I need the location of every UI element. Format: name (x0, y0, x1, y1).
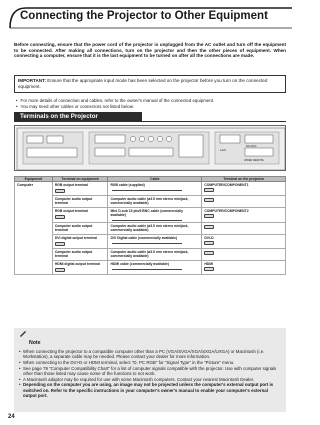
important-label: IMPORTANT: (18, 78, 46, 83)
cable-line-icon (112, 220, 182, 221)
important-text: Ensure that the appropriate input mode has been selected on the projector before you turn on the connected equipment. (18, 78, 268, 89)
cable-cell (108, 235, 202, 249)
terminal-label: DVI digital output terminal (54, 236, 98, 240)
dvi-connector-icon (55, 242, 65, 246)
port-cell (202, 208, 286, 223)
terminal-label: Computer audio output terminal (54, 224, 93, 232)
equipment-label: Computer (17, 183, 34, 187)
cable-label: Mini D-sub 15 pin/5 BNC cable (commercially available) (110, 209, 184, 217)
terminal-panel-drawing (15, 126, 287, 172)
panel-remote-label: WIRED REMOTE (244, 159, 264, 162)
cable-cell (108, 223, 202, 235)
equipment-cell (15, 182, 53, 275)
bnc-port-icon (204, 214, 214, 218)
port-label: COMPUTER/COMPONENT1 (204, 183, 249, 187)
note-list (19, 349, 281, 398)
table-row (15, 235, 286, 249)
audio-port-icon (204, 198, 214, 202)
audio-port-icon (204, 225, 214, 229)
cable-cell (108, 196, 202, 208)
section-heading: Terminals on the Projector (14, 112, 142, 122)
cable-label: HDMI cable (commercially available) (110, 262, 169, 266)
cable-line-icon (112, 269, 182, 270)
table-row (15, 208, 286, 223)
dvi-port-icon (204, 241, 214, 245)
terminal-label: RGB output terminal (54, 209, 88, 213)
bullet-item: • You may need other cables or connectors not listed below. (16, 104, 286, 110)
note-item: • When connecting to the DVI-D or HDMI terminal, select "D. PC RGB" for "Signal Type" in the "Picture" menu. (19, 360, 281, 365)
port-label: COMPUTER/COMPONENT2 (204, 209, 249, 213)
important-box (14, 75, 286, 93)
hdmi-connector-icon (55, 268, 65, 272)
note-item: • See page 79 "Computer Compatibility Chart" for a list of computer signals compatible with the projector. Use with computer signals other than those listed may cause some of the functions to not work. (19, 366, 281, 377)
page-title: Connecting the Projector to Other Equipment (20, 10, 268, 22)
cable-line-icon (112, 190, 182, 191)
note-item: • When connecting the projector to a compatible computer other than a PC (VGA/SVGA/XGA/SXGA/UXGA) or Macintosh (i.e. Workstation), a separate cable may be needed. Please contact your dealer for more information. (19, 349, 281, 360)
cable-label: Computer audio cable (ø3.5 mm stereo minijack, commercially available) (110, 250, 189, 258)
hdmi-port-icon (204, 267, 214, 271)
terminal-label: Computer audio output terminal (54, 197, 93, 205)
cable-label: Computer audio cable (ø3.5 mm stereo minijack, commercially available) (110, 224, 189, 232)
cable-cell (108, 261, 202, 275)
cable-cell (108, 182, 202, 196)
title-bar (8, 6, 292, 30)
cable-label: DVI Digital cable (commercially available) (110, 236, 178, 240)
terminal-label: Computer audio output terminal (54, 250, 93, 258)
table-header: Terminal on the projector (202, 177, 286, 182)
notes-list-top (16, 98, 286, 110)
cable-label: RGB cable (supplied) (110, 183, 145, 187)
note-box (14, 328, 286, 412)
port-cell (202, 235, 286, 249)
port-cell (202, 261, 286, 275)
intro-paragraph: Before connecting, ensure that the power cord of the projector is unplugged from the AC outlet and turn off the equipment to be connected. After making all connections, turn on the projector and then the other pieces of equipment. When connecting a computer, ensure that it is the last equipment to be turned on after all the connections are made. (14, 42, 286, 59)
port-label: HDMI (204, 262, 213, 266)
port-cell (202, 182, 286, 196)
terminal-cell (52, 235, 108, 249)
port-cell (202, 223, 286, 235)
table-header: Terminal on equipment (52, 177, 108, 182)
note-item: • Depending on the computer you are using, an image may not be projected unless the computer's external output port is switched on. Refer to the specific instructions in your computer's owner's manual to enable your computer's external output port. (19, 382, 281, 398)
panel-lan-label: LAN (220, 148, 226, 152)
table-row (15, 249, 286, 261)
terminal-cell (52, 249, 108, 261)
terminal-label: HDMI digital output terminal (54, 262, 101, 266)
port-label: DVI-D (204, 236, 214, 240)
cable-line-icon (112, 243, 182, 244)
table-row (15, 261, 286, 275)
section-rule (142, 121, 286, 122)
terminal-cell (52, 196, 108, 208)
cable-cell (108, 208, 202, 223)
terminal-cell (52, 182, 108, 196)
audio-port-icon (204, 251, 214, 255)
table-header: Cable (108, 177, 202, 182)
terminal-cell (52, 261, 108, 275)
port-cell (202, 249, 286, 261)
port-cell (202, 196, 286, 208)
connection-table (14, 176, 286, 275)
table-row (15, 223, 286, 235)
bullet-item: • For more details of connection and cables, refer to the owner's manual of the connected equipment. (16, 98, 286, 104)
note-title: Note (29, 340, 41, 346)
vga-connector-icon (55, 215, 65, 219)
vga-port-icon (204, 188, 214, 192)
terminal-cell (52, 208, 108, 223)
cable-cell (108, 249, 202, 261)
terminal-panel-illustration (14, 125, 286, 171)
cable-label: Computer audio cable (ø3.5 mm stereo minijack, commercially available) (110, 197, 189, 205)
terminal-label: RGB output terminal (54, 183, 88, 187)
table-row (15, 196, 286, 208)
note-pencil-icon (19, 330, 27, 337)
panel-rs232-label: RS-232C (246, 145, 257, 148)
table-header: Equipment (15, 177, 53, 182)
note-item: • A Macintosh adaptor may be required for use with some Macintosh computers. Contact your nearest Macintosh Dealer. (19, 377, 281, 382)
vga-connector-icon (55, 189, 65, 193)
table-row (15, 182, 286, 196)
terminal-cell (52, 223, 108, 235)
page-number: 24 (8, 414, 15, 420)
